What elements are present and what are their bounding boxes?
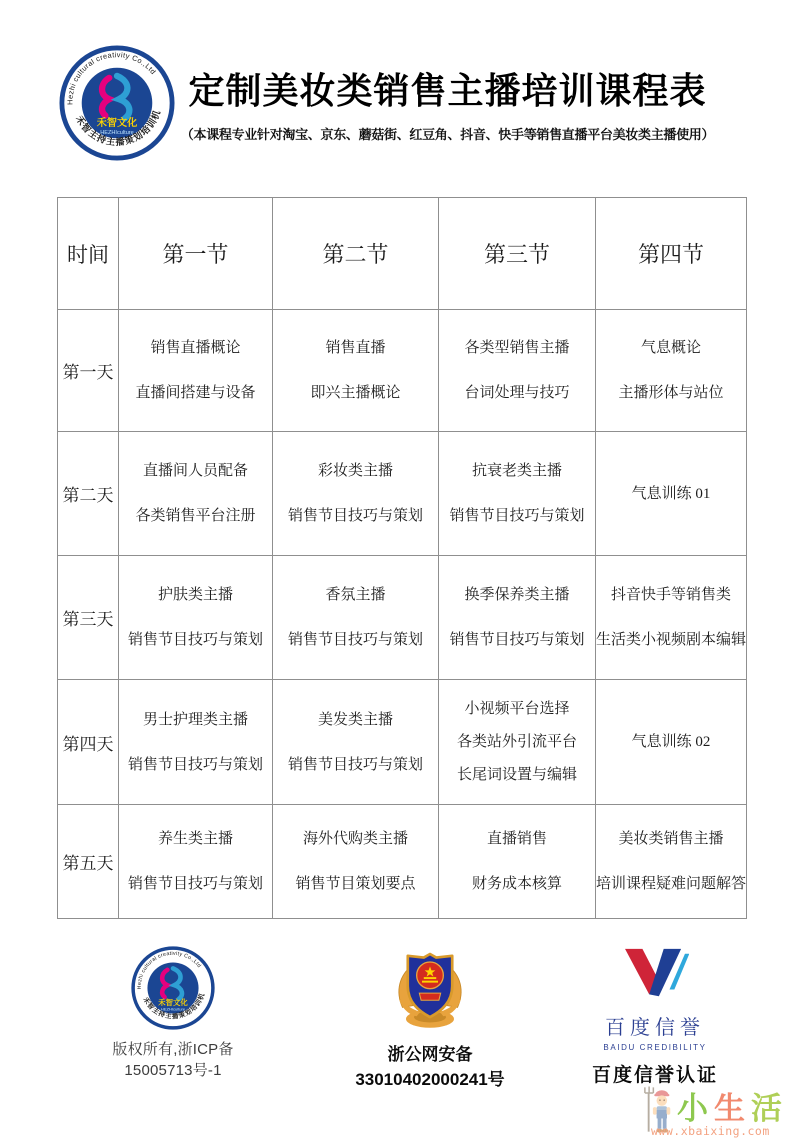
- cell-line: 销售节目策划要点: [295, 876, 416, 892]
- cell-day2-s2: [273, 462, 438, 525]
- cell-day5-s3: [439, 830, 595, 893]
- cell-line: 换季保养类主播: [464, 587, 570, 603]
- header: [140, 70, 755, 143]
- cell-line: 销售节目技巧与策划: [287, 508, 423, 524]
- footer-company-block: [85, 946, 261, 1080]
- column-header-session1: 第一节: [119, 198, 273, 310]
- cell-line: 销售节目技巧与策划: [127, 756, 263, 773]
- cell-line: 各类站外引流平台: [456, 734, 577, 750]
- watermark-site-url: www.xbaixing.com: [651, 1124, 770, 1138]
- baidu-credibility-cn: 百度信誉: [605, 1017, 705, 1039]
- column-header-session4: 第四节: [596, 198, 747, 310]
- cell-line: 生活类小视频剧本编辑: [596, 632, 747, 648]
- cell-line: 即兴主播概论: [310, 385, 401, 401]
- cell-line: 销售节目技巧与策划: [287, 632, 423, 648]
- cell-line: 销售节目技巧与策划: [127, 876, 263, 892]
- watermark-char: 小: [677, 1091, 714, 1127]
- row-label-day4: 第四天: [58, 680, 119, 805]
- site-watermark: [643, 1083, 795, 1141]
- cell-day4-s1: [119, 711, 272, 774]
- column-header-session3: 第三节: [439, 198, 596, 310]
- cell-day5-s4: [596, 830, 746, 893]
- cell-line: 气息概论: [640, 340, 701, 356]
- cell-line: 气息训练 01: [631, 485, 711, 502]
- cell-line: 各类销售平台注册: [135, 508, 256, 524]
- cell-line: 财务成本核算: [471, 876, 562, 892]
- footer-baidu-block: [575, 946, 735, 1087]
- page-subtitle: （本课程专业针对淘宝、京东、蘑菇街、红豆角、抖音、快手等销售直播平台美妆类主播使用）: [180, 127, 715, 143]
- copyright-text: 版权所有,浙ICP备15005713号-1: [112, 1041, 234, 1079]
- cell-day3-s1: [119, 586, 272, 649]
- page-title: 定制美妆类销售主播培训课程表: [188, 71, 707, 111]
- column-header-session2: 第二节: [273, 198, 439, 310]
- cell-day2-s3: [439, 462, 595, 525]
- baidu-cert-text: 百度信誉认证: [591, 1065, 718, 1086]
- cell-line: 培训课程疑难问题解答: [596, 876, 747, 892]
- cell-day5-s2: [273, 830, 438, 893]
- cell-day3-s4: [596, 586, 746, 649]
- footer-police-block: [320, 940, 540, 1090]
- row-label-day1: 第一天: [58, 310, 119, 432]
- cell-line: 海外代购类主播: [302, 831, 408, 847]
- cell-line: 美发类主播: [317, 711, 393, 728]
- cell-line: 男士护理类主播: [142, 711, 248, 728]
- cell-line: 销售节目技巧与策划: [449, 508, 585, 524]
- cell-line: 销售直播: [325, 340, 386, 356]
- cell-day2-s4: [596, 485, 746, 503]
- cell-day3-s3: [439, 586, 595, 649]
- course-schedule-table: [57, 197, 747, 919]
- table-header-row: [58, 198, 747, 310]
- table-row-day2: [58, 432, 747, 556]
- cell-line: 小视频平台选择: [464, 701, 570, 717]
- baidu-credibility-en: BAIDU CREDIBILITY: [603, 1043, 707, 1052]
- cell-line: 直播间搭建与设备: [135, 385, 256, 401]
- cell-day4-s3: [439, 700, 595, 784]
- cell-day1-s1: [119, 339, 272, 402]
- cell-line: 彩妆类主播: [317, 463, 393, 479]
- cell-line: 销售节目技巧与策划: [287, 756, 423, 773]
- cell-line: 护肤类主播: [157, 587, 233, 603]
- cell-line: 气息训练 02: [631, 734, 711, 750]
- cell-line: 台词处理与技巧: [464, 385, 570, 401]
- cell-line: 抖音快手等销售类: [610, 587, 731, 603]
- cell-line: 销售节目技巧与策划: [127, 632, 263, 648]
- row-label-day3: 第三天: [58, 556, 119, 680]
- table-row-day5: [58, 805, 747, 919]
- cell-line: 美妆类销售主播: [618, 831, 724, 847]
- row-label-day2: 第二天: [58, 432, 119, 556]
- baidu-credibility-icon: [621, 946, 689, 1004]
- cell-day1-s3: [439, 339, 595, 402]
- table-row-day4: [58, 680, 747, 805]
- cell-line: 直播间人员配备: [142, 463, 248, 479]
- cell-line: 香氛主播: [325, 587, 386, 603]
- column-header-time: 时间: [58, 198, 119, 310]
- cell-line: 长尾词设置与编辑: [456, 767, 577, 783]
- cell-line: 抗衰老类主播: [471, 463, 562, 479]
- cell-day2-s1: [119, 462, 272, 525]
- cell-line: 直播销售: [486, 831, 547, 847]
- watermark-site-name: [677, 1083, 788, 1128]
- watermark-char: 生: [714, 1091, 751, 1127]
- company-logo-icon-small: [131, 946, 215, 1030]
- table-row-day1: [58, 310, 747, 432]
- police-badge-icon: [390, 940, 470, 1032]
- cell-line: 各类型销售主播: [464, 340, 570, 356]
- cell-line: 销售节目技巧与策划: [449, 632, 585, 648]
- cell-day5-s1: [119, 830, 272, 893]
- police-record-number: 浙公网安备 33010402000241号: [355, 1045, 505, 1089]
- cell-day4-s2: [273, 711, 438, 774]
- cell-day1-s2: [273, 339, 438, 402]
- watermark-char: 活: [751, 1091, 788, 1127]
- cell-day1-s4: [596, 339, 746, 402]
- cell-day3-s2: [273, 586, 438, 649]
- cell-line: 养生类主播: [157, 831, 233, 847]
- cell-line: 主播形体与站位: [618, 385, 724, 401]
- cell-line: 销售直播概论: [150, 340, 241, 356]
- row-label-day5: 第五天: [58, 805, 119, 919]
- cell-day4-s4: [596, 733, 746, 751]
- table-row-day3: [58, 556, 747, 680]
